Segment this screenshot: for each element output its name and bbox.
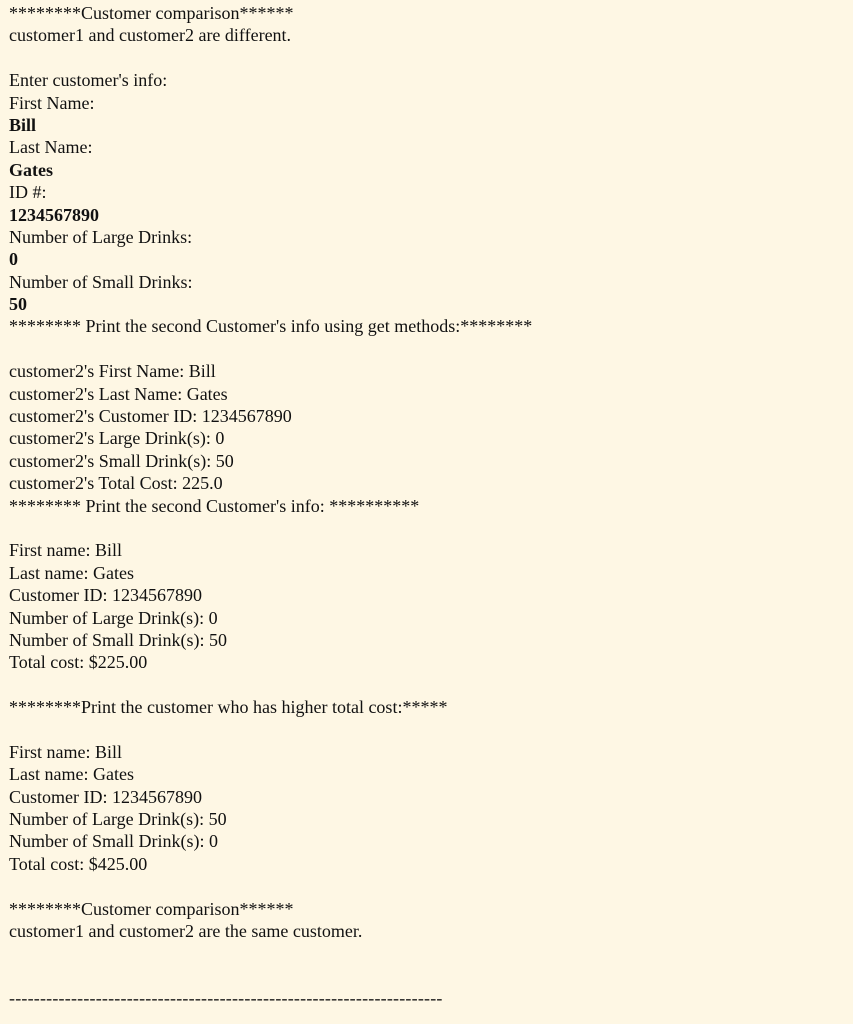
console-line: customer2's Small Drink(s): 50: [9, 450, 234, 471]
console-line: Last Name:: [9, 137, 93, 158]
console-line: customer2's Last Name: Gates: [9, 383, 228, 404]
console-line: customer1 and customer2 are different.: [9, 25, 292, 46]
console-line: First name: Bill: [9, 741, 123, 762]
console-blank-line: [9, 47, 853, 69]
console-line: Total cost: $425.00: [9, 853, 148, 874]
console-line: Number of Large Drink(s): 50: [9, 809, 227, 830]
console-line: customer2's Customer ID: 1234567890: [9, 406, 292, 427]
console-line: Number of Small Drink(s): 0: [9, 831, 218, 852]
console-input-value: 1234567890: [9, 204, 99, 225]
console-blank-line: [9, 942, 853, 964]
console-line: Number of Large Drinks:: [9, 226, 193, 247]
console-line: ********Customer comparison******: [9, 898, 294, 919]
console-line: Last name: Gates: [9, 764, 134, 785]
console-input-value: Gates: [9, 159, 53, 180]
console-input-value: Bill: [9, 114, 37, 135]
console-line: Number of Small Drink(s): 50: [9, 629, 227, 650]
console-line: ******** Print the second Customer's info using get methods:********: [9, 316, 533, 337]
console-line: Number of Large Drink(s): 0: [9, 607, 218, 628]
console-line: ******** Print the second Customer's info: **********: [9, 495, 420, 516]
console-line: Total cost: $225.00: [9, 652, 148, 673]
console-line: Enter customer's info:: [9, 70, 168, 91]
console-line: customer2's Total Cost: 225.0: [9, 473, 223, 494]
console-blank-line: [9, 338, 853, 360]
console-line: ********Customer comparison******: [9, 3, 294, 23]
console-input-value: 0: [9, 249, 18, 270]
console-line: customer2's Large Drink(s): 0: [9, 428, 225, 449]
console-blank-line: [9, 719, 853, 741]
console-blank-line: [9, 517, 853, 539]
console-line: First Name:: [9, 92, 95, 113]
console-line: Customer ID: 1234567890: [9, 786, 202, 807]
console-line: Last name: Gates: [9, 562, 134, 583]
console-line: ID #:: [9, 182, 47, 203]
console-line: Customer ID: 1234567890: [9, 585, 202, 606]
console-line: Number of Small Drinks:: [9, 271, 193, 292]
console-blank-line: [9, 875, 853, 897]
console-blank-line: [9, 674, 853, 696]
console-input-value: 50: [9, 294, 27, 315]
console-line: customer2's First Name: Bill: [9, 361, 216, 382]
console-separator: ----------------------------------------------------------------------: [9, 987, 443, 1008]
console-line: ********Print the customer who has higher total cost:*****: [9, 697, 448, 718]
console-line: First name: Bill: [9, 540, 123, 561]
console-line: customer1 and customer2 are the same customer.: [9, 921, 363, 942]
